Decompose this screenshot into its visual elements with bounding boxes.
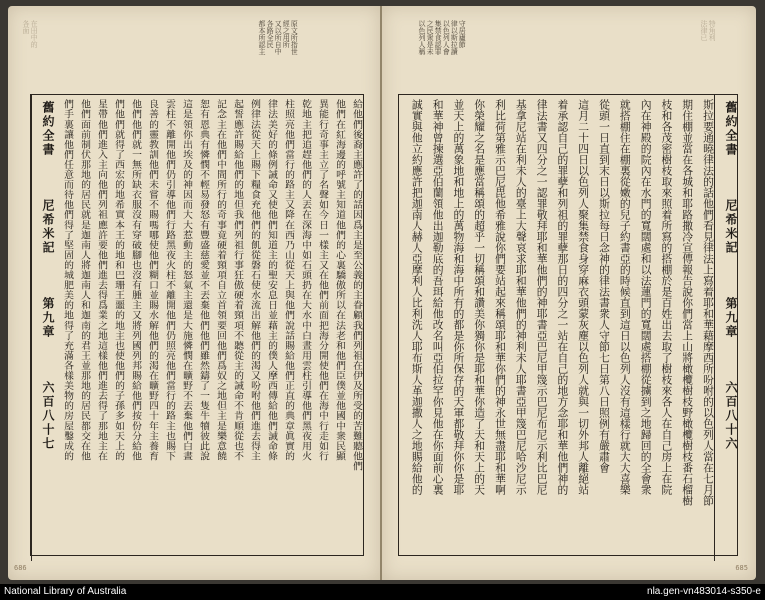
- faint-note: 在田中的: [30, 20, 39, 48]
- right-faint-notes: [700, 20, 716, 90]
- text-column: 雲柱不離開他們仍引導他們行路黑夜火柱不離開他們仍照亮他們當行的路主也賜下: [164, 99, 175, 461]
- text-column: 給他們後裔主應許了的話因爲主是至公義的主眷顧我們列祖在伊及所受的苦難聽他們: [351, 99, 362, 471]
- text-column: 律法書又四分之一認罪敬拜耶和華他們的神耶書亞巴尼甲篾示巴尼布尼示利比巴尼: [535, 99, 549, 495]
- section-title: 尼希米記: [724, 199, 738, 255]
- margin-note: 以色列人稱: [418, 20, 427, 55]
- faint-note: 特角利: [708, 20, 717, 41]
- margin-note: 原文所指世: [290, 20, 299, 55]
- page-stamp: 685: [735, 564, 748, 572]
- left-text-block: [30, 94, 364, 556]
- book-title: 舊約全書: [41, 101, 55, 157]
- text-column: 內在神殿的院內在水門的寬闊處和以法蓮門的寬闊處搭棚從擄到之地歸回的全會衆: [639, 99, 653, 495]
- text-column: 起誓應許賜給他們的地但我們列祖行事狂傲硬着頸項不聽從主的誡命不肯順從也不: [232, 99, 243, 461]
- text-column: 利比荷第雅示巴尼毘他希雅說你們要站起來稱頌耶和華你們的神永世無盡耶和華啊: [494, 99, 507, 495]
- margin-note: 律以斯拉讀: [450, 20, 459, 55]
- right-text-block: [398, 94, 738, 556]
- text-column: 柱照亮他們當行的路主又降在西乃山從天上與他們說話賜給他們正直的典章眞實的: [283, 99, 294, 461]
- text-column: 基拿尼站在利未人的臺上大聲哀求耶和華他們的神利未人耶書亞甲篾巴尼哈沙尼示: [514, 99, 528, 495]
- text-column: 他們在紅海邊的呼號主知道他們的心裏驕傲所以在法老和他們臣僕並他國中衆民顯: [334, 99, 345, 461]
- text-column: 着承認自己的罪孽和列祖的罪孽那日的四分之一站在自己的地方念耶和華他們神的: [556, 99, 570, 495]
- margin-note: 都本所認主: [258, 20, 267, 55]
- book-title: 舊約全書: [724, 101, 738, 157]
- text-column: 律法美好的條例誡命又使他們知道主的聖安息日並藉主的僕人摩西傳給他們誡命條: [266, 99, 277, 461]
- faint-note: 法律已: [700, 20, 709, 41]
- text-column: 例律法從天上賜下糧食充他們的飢從磐石使水流出解他們的渴又吩咐他們進去得主: [249, 99, 260, 461]
- text-column: 記念主在他們中間所行的奇事竟硬着頸項自立首領要回他們爲奴之地但主是樂意饒: [215, 99, 226, 461]
- right-page: [382, 6, 756, 580]
- text-column: 良善的靈教訓他們未嘗不賜嗎哪使他們糊口並賜水解他們的渴在曠野四十年主養育: [147, 99, 158, 461]
- faint-note: 各面: [22, 20, 31, 34]
- left-page: [8, 6, 380, 580]
- page-number: 六百八十六: [724, 381, 738, 451]
- left-margin-notes: [258, 20, 298, 90]
- text-column: 這月二十四日以色列人聚集禁食身穿麻衣頭蒙灰塵以色列人就與一切外邦人離絕站: [577, 99, 591, 495]
- text-column: 從頭一日直到末日以斯拉每日念神的律法書衆人守節七日第八日照例有嚴肅會: [598, 99, 611, 473]
- text-column: 星帶他們進入主向他們列祖應許要他們進去得爲業之地這樣他們進去得了那地主在: [96, 99, 107, 461]
- text-column: 恕有恩典有憐憫不輕易發怒有豐盛慈愛並不丟棄他們他們雖然鑄了一隻牛犢彼此說: [198, 99, 209, 461]
- text-column: 你榮耀之名是應當稱頌的超乎一切稱頌和讚美你獨你是耶和華你造了天和天上的天: [473, 99, 487, 495]
- margin-note: 又以所自中: [274, 20, 283, 55]
- margin-note: 經之用所: [282, 20, 291, 48]
- text-column: 異能行奇事主立了名聲如今日一樣主又在他們前面把海分開使他們在海中行走如行: [317, 99, 328, 461]
- margin-note: 集禁食認罪: [434, 20, 443, 55]
- viewer-footer: [0, 584, 765, 600]
- section-title: 尼希米記: [41, 199, 55, 255]
- text-column: 就搭棚住在棚裏從嫩的兒子約書亞的時候直到這日以色列人沒有這樣行就大大喜樂: [618, 99, 632, 495]
- margin-note: 以色列人會: [442, 20, 451, 55]
- text-column: 和華神曾揀選亞伯蘭領他出迦勒底的吾珥給他改名叫亞伯拉罕你見他在你面前心裏: [431, 99, 445, 495]
- text-column: 們手裏讓他們任意而待他們得了堅固的城肥美的地得了充滿各樣美物的房屋鑿成的: [62, 99, 73, 461]
- text-column: 期住棚並當在各城和耶路撒冷宣傳報告說你們當上山將橄欖樹枝野橄欖樹枝番石榴樹: [681, 99, 695, 506]
- text-column: 枝和各茂密樹枝取來照着所寫的搭棚於是百姓出去取了樹枝來各人在自己房上在院: [660, 99, 674, 495]
- item-id: nla.gen-vn483014-s350-e: [647, 586, 761, 597]
- left-running-header: [31, 95, 54, 561]
- page-number: 六百八十七: [41, 381, 55, 451]
- right-running-header: [714, 95, 737, 561]
- margin-note: 之民衆是未: [426, 20, 435, 55]
- text-column: 並天上的萬象地和地上的萬物海和海中所有的都是你所保存的天軍都敬拜你你是耶: [452, 99, 466, 495]
- chapter-label: 第九章: [41, 297, 55, 339]
- left-faint-notes: [22, 20, 38, 90]
- right-margin-notes: [418, 20, 466, 90]
- text-column: 他們他們就一無所缺衣服沒有穿破腳也沒有腫主又將列國列邦賜給他們按份分給他: [130, 99, 141, 461]
- page-stamp: 686: [14, 564, 27, 572]
- text-column: 們他們就得了西宏的地希實本王的地和巴珊王噩的地主也使他們的子孫多如天上的: [113, 99, 124, 461]
- text-column: 誠實與他立約應許把迦南人赫人亞摩利人比利洗人耶布斯人革迦撒人之地賜給他的: [410, 99, 424, 495]
- text-column: 這是領你出埃及的神因而大大惹動主的怒氣主還是大施憐憫在曠野不丟棄他們白晝: [181, 99, 192, 461]
- margin-note: 守居廬節: [458, 20, 467, 48]
- text-column: 乾地主把追趕他們的人丟在深海中如石頭扔在大水中白晝用雲柱引導他們黑夜用火: [300, 99, 311, 461]
- chapter-label: 第九章: [724, 297, 738, 339]
- margin-note: 各路全民: [266, 20, 275, 48]
- source-label: National Library of Australia: [4, 586, 127, 597]
- text-column: 斯拉要通曉律法的話他們看見律法上寫着耶和華藉摩西所吩咐的以色列人當在七月節: [702, 99, 715, 506]
- text-column: 他們面前制伏那地的居民就是迦南人將迦南人和迦南的君王並那地的居民都交在他: [79, 99, 90, 461]
